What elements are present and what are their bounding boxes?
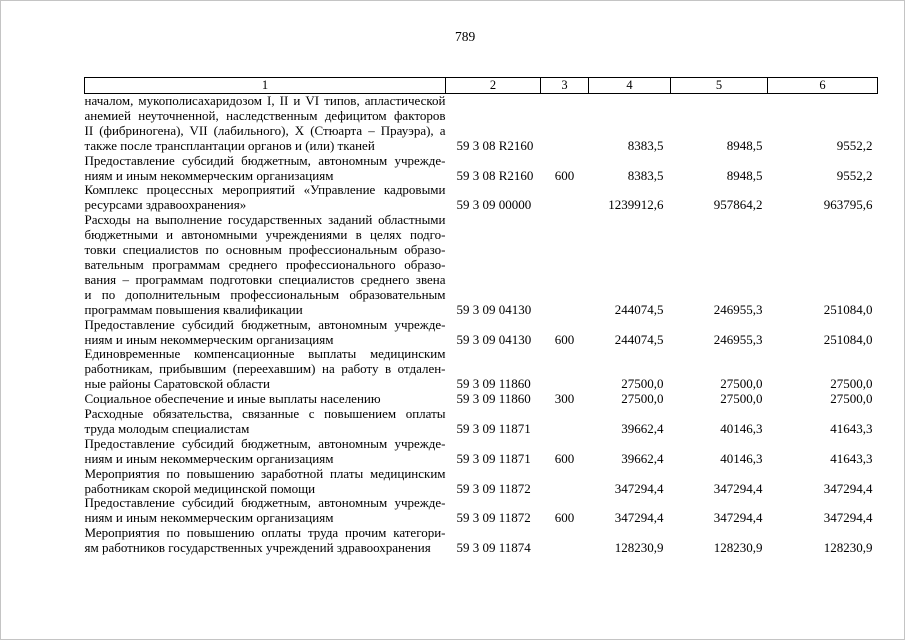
row-amount-col6: 251084,0 xyxy=(823,331,873,347)
row-expense-type-code xyxy=(541,94,589,154)
row-text-line: Расходы на выполнение государственных заданий областными xyxy=(84,212,446,228)
row-amount-col6: 27500,0 xyxy=(830,376,873,392)
row-amount-col5: 40146,3 xyxy=(720,450,763,466)
row-text-line: ниям и иным некоммерческим организациям xyxy=(84,510,334,526)
row-amount-col6: 347294,4 xyxy=(823,510,873,526)
budget-table-container xyxy=(84,77,877,556)
row-description xyxy=(85,154,446,184)
table-row xyxy=(85,318,878,348)
row-target-code: 59 3 08 R2160 xyxy=(456,137,534,153)
row-amount-col5: 128230,9 xyxy=(713,540,763,556)
column-header-6: 6 xyxy=(768,78,878,94)
row-text-line: II (фибриногена), VII (лабильного), X (Стюарта – Прауэра), а xyxy=(84,122,446,138)
column-header-5: 5 xyxy=(671,78,768,94)
row-expense-type-code: 300 xyxy=(554,391,575,407)
row-amount-col4: 347294,4 xyxy=(614,510,664,526)
row-amount-col4: 244074,5 xyxy=(614,301,664,317)
row-text-line: Единовременные компенсационные выплаты медицинским xyxy=(84,346,446,362)
row-expense-type-code: 600 xyxy=(554,450,575,466)
row-amount-col4: 128230,9 xyxy=(614,540,664,556)
row-expense-type-code xyxy=(541,347,589,392)
row-text-line: бюджетными и автономными учреждениями в целях подго- xyxy=(84,227,446,243)
row-amount-col6: 347294,4 xyxy=(823,480,873,496)
row-text-line: программам повышения квалификации xyxy=(84,301,303,317)
row-expense-type-code: 600 xyxy=(554,167,575,183)
row-amount-col4: 39662,4 xyxy=(621,420,664,436)
row-target-code: 59 3 09 11871 xyxy=(456,420,531,436)
row-text-line: работникам скорой медицинской помощи xyxy=(84,480,316,496)
row-text-line: также после трансплантации органов и (или) тканей xyxy=(84,137,375,153)
table-row xyxy=(85,526,878,556)
row-text-line: вательным программам среднего профессионального образо- xyxy=(84,256,446,272)
row-description xyxy=(85,392,446,407)
table-row xyxy=(85,467,878,497)
row-expense-type-code xyxy=(541,407,589,437)
row-description xyxy=(85,437,446,467)
row-amount-col6: 41643,3 xyxy=(830,420,873,436)
row-amount-col5: 246955,3 xyxy=(713,331,763,347)
row-amount-col6: 251084,0 xyxy=(823,301,873,317)
row-amount-col4: 27500,0 xyxy=(621,376,664,392)
table-row xyxy=(85,94,878,154)
column-header-1: 1 xyxy=(85,78,446,94)
row-target-code: 59 3 09 11860 xyxy=(456,391,531,407)
row-description xyxy=(85,347,446,392)
table-row xyxy=(85,154,878,184)
row-amount-col5: 27500,0 xyxy=(720,391,763,407)
row-text-line: Предоставление субсидий бюджетным, автономным учрежде- xyxy=(84,495,446,511)
row-amount-col4: 347294,4 xyxy=(614,480,664,496)
row-target-code: 59 3 09 11872 xyxy=(456,480,531,496)
column-header-2: 2 xyxy=(446,78,541,94)
row-target-code: 59 3 09 11860 xyxy=(456,376,531,392)
row-text-line: работникам, прибывшим (переехавшим) на работу в отдален- xyxy=(84,361,446,377)
column-header-4: 4 xyxy=(589,78,671,94)
row-amount-col6: 27500,0 xyxy=(830,391,873,407)
row-text-line: ресурсами здравоохранения» xyxy=(84,197,247,213)
row-expense-type-code xyxy=(541,526,589,556)
row-text-line: труда молодым специалистам xyxy=(84,420,250,436)
row-text-line: началом, мукополисахаридозом I, II и VI типов, апластической xyxy=(84,93,446,108)
table-row xyxy=(85,437,878,467)
row-expense-type-code xyxy=(541,183,589,213)
table-row xyxy=(85,496,878,526)
row-amount-col5: 8948,5 xyxy=(726,167,763,183)
row-amount-col6: 9552,2 xyxy=(836,167,873,183)
row-text-line: Мероприятия по повышению оплаты труда прочим категори- xyxy=(84,525,446,541)
row-amount-col4: 39662,4 xyxy=(621,450,664,466)
row-description xyxy=(85,94,446,154)
row-text-line: Предоставление субсидий бюджетным, автономным учрежде- xyxy=(84,152,446,168)
row-amount-col4: 244074,5 xyxy=(614,331,664,347)
row-expense-type-code xyxy=(541,213,589,317)
row-amount-col4: 1239912,6 xyxy=(608,197,664,213)
table-row xyxy=(85,213,878,317)
row-text-line: Предоставление субсидий бюджетным, автономным учрежде- xyxy=(84,435,446,451)
row-description xyxy=(85,407,446,437)
row-amount-col6: 963795,6 xyxy=(823,197,873,213)
table-row xyxy=(85,347,878,392)
row-description xyxy=(85,496,446,526)
row-text-line: ные районы Саратовской области xyxy=(84,376,270,392)
row-amount-col5: 347294,4 xyxy=(713,480,763,496)
table-row xyxy=(85,392,878,407)
row-amount-col5: 8948,5 xyxy=(726,137,763,153)
row-expense-type-code: 600 xyxy=(554,331,575,347)
row-target-code: 59 3 09 04130 xyxy=(456,331,532,347)
row-text-line: и по дополнительным профессиональным образовательным xyxy=(84,286,446,302)
row-text-line: ниям и иным некоммерческим организациям xyxy=(84,450,334,466)
row-description xyxy=(85,467,446,497)
row-text-line: Расходные обязательства, связанные с повышением оплаты xyxy=(84,406,446,422)
row-target-code: 59 3 09 11874 xyxy=(456,540,531,556)
row-text-line: Мероприятия по повышению заработной платы медицинским xyxy=(84,465,446,481)
table-header-row xyxy=(85,78,878,94)
row-text-line: ям работников государственных учреждений здравоохранения xyxy=(84,540,431,556)
row-target-code: 59 3 08 R2160 xyxy=(456,167,534,183)
row-description xyxy=(85,526,446,556)
row-expense-type-code: 600 xyxy=(554,510,575,526)
row-text-line: ниям и иным некоммерческим организациям xyxy=(84,331,334,347)
page-number: 789 xyxy=(455,29,476,44)
row-text-line: ниям и иным некоммерческим организациям xyxy=(84,167,334,183)
row-amount-col4: 8383,5 xyxy=(627,137,664,153)
row-text-line: Социальное обеспечение и иные выплаты населению xyxy=(84,391,381,407)
row-amount-col4: 8383,5 xyxy=(627,167,664,183)
row-amount-col4: 27500,0 xyxy=(621,391,664,407)
row-amount-col5: 347294,4 xyxy=(713,510,763,526)
row-description xyxy=(85,183,446,213)
row-amount-col6: 128230,9 xyxy=(823,540,873,556)
row-text-line: товки специалистов по основным профессиональным образо- xyxy=(84,242,446,258)
row-amount-col6: 9552,2 xyxy=(836,137,873,153)
budget-table xyxy=(84,77,878,556)
row-description xyxy=(85,318,446,348)
row-description xyxy=(85,213,446,317)
row-text-line: Комплекс процессных мероприятий «Управление кадровыми xyxy=(84,182,446,198)
row-target-code: 59 3 09 00000 xyxy=(456,197,532,213)
table-row xyxy=(85,407,878,437)
row-amount-col5: 40146,3 xyxy=(720,420,763,436)
row-target-code: 59 3 09 11872 xyxy=(456,510,531,526)
row-target-code: 59 3 09 04130 xyxy=(456,301,532,317)
row-amount-col5: 957864,2 xyxy=(713,197,763,213)
row-target-code: 59 3 09 11871 xyxy=(456,450,531,466)
table-body xyxy=(85,94,878,557)
row-amount-col6: 41643,3 xyxy=(830,450,873,466)
column-header-3: 3 xyxy=(541,78,589,94)
row-text-line: вания – программам подготовки специалистов среднего звена xyxy=(84,271,446,287)
row-expense-type-code xyxy=(541,467,589,497)
row-text-line: анемией неуточненной, наследственным дефицитом факторов xyxy=(84,107,446,123)
table-row xyxy=(85,183,878,213)
row-amount-col5: 246955,3 xyxy=(713,301,763,317)
row-amount-col5: 27500,0 xyxy=(720,376,763,392)
row-text-line: Предоставление субсидий бюджетным, автономным учрежде- xyxy=(84,316,446,332)
